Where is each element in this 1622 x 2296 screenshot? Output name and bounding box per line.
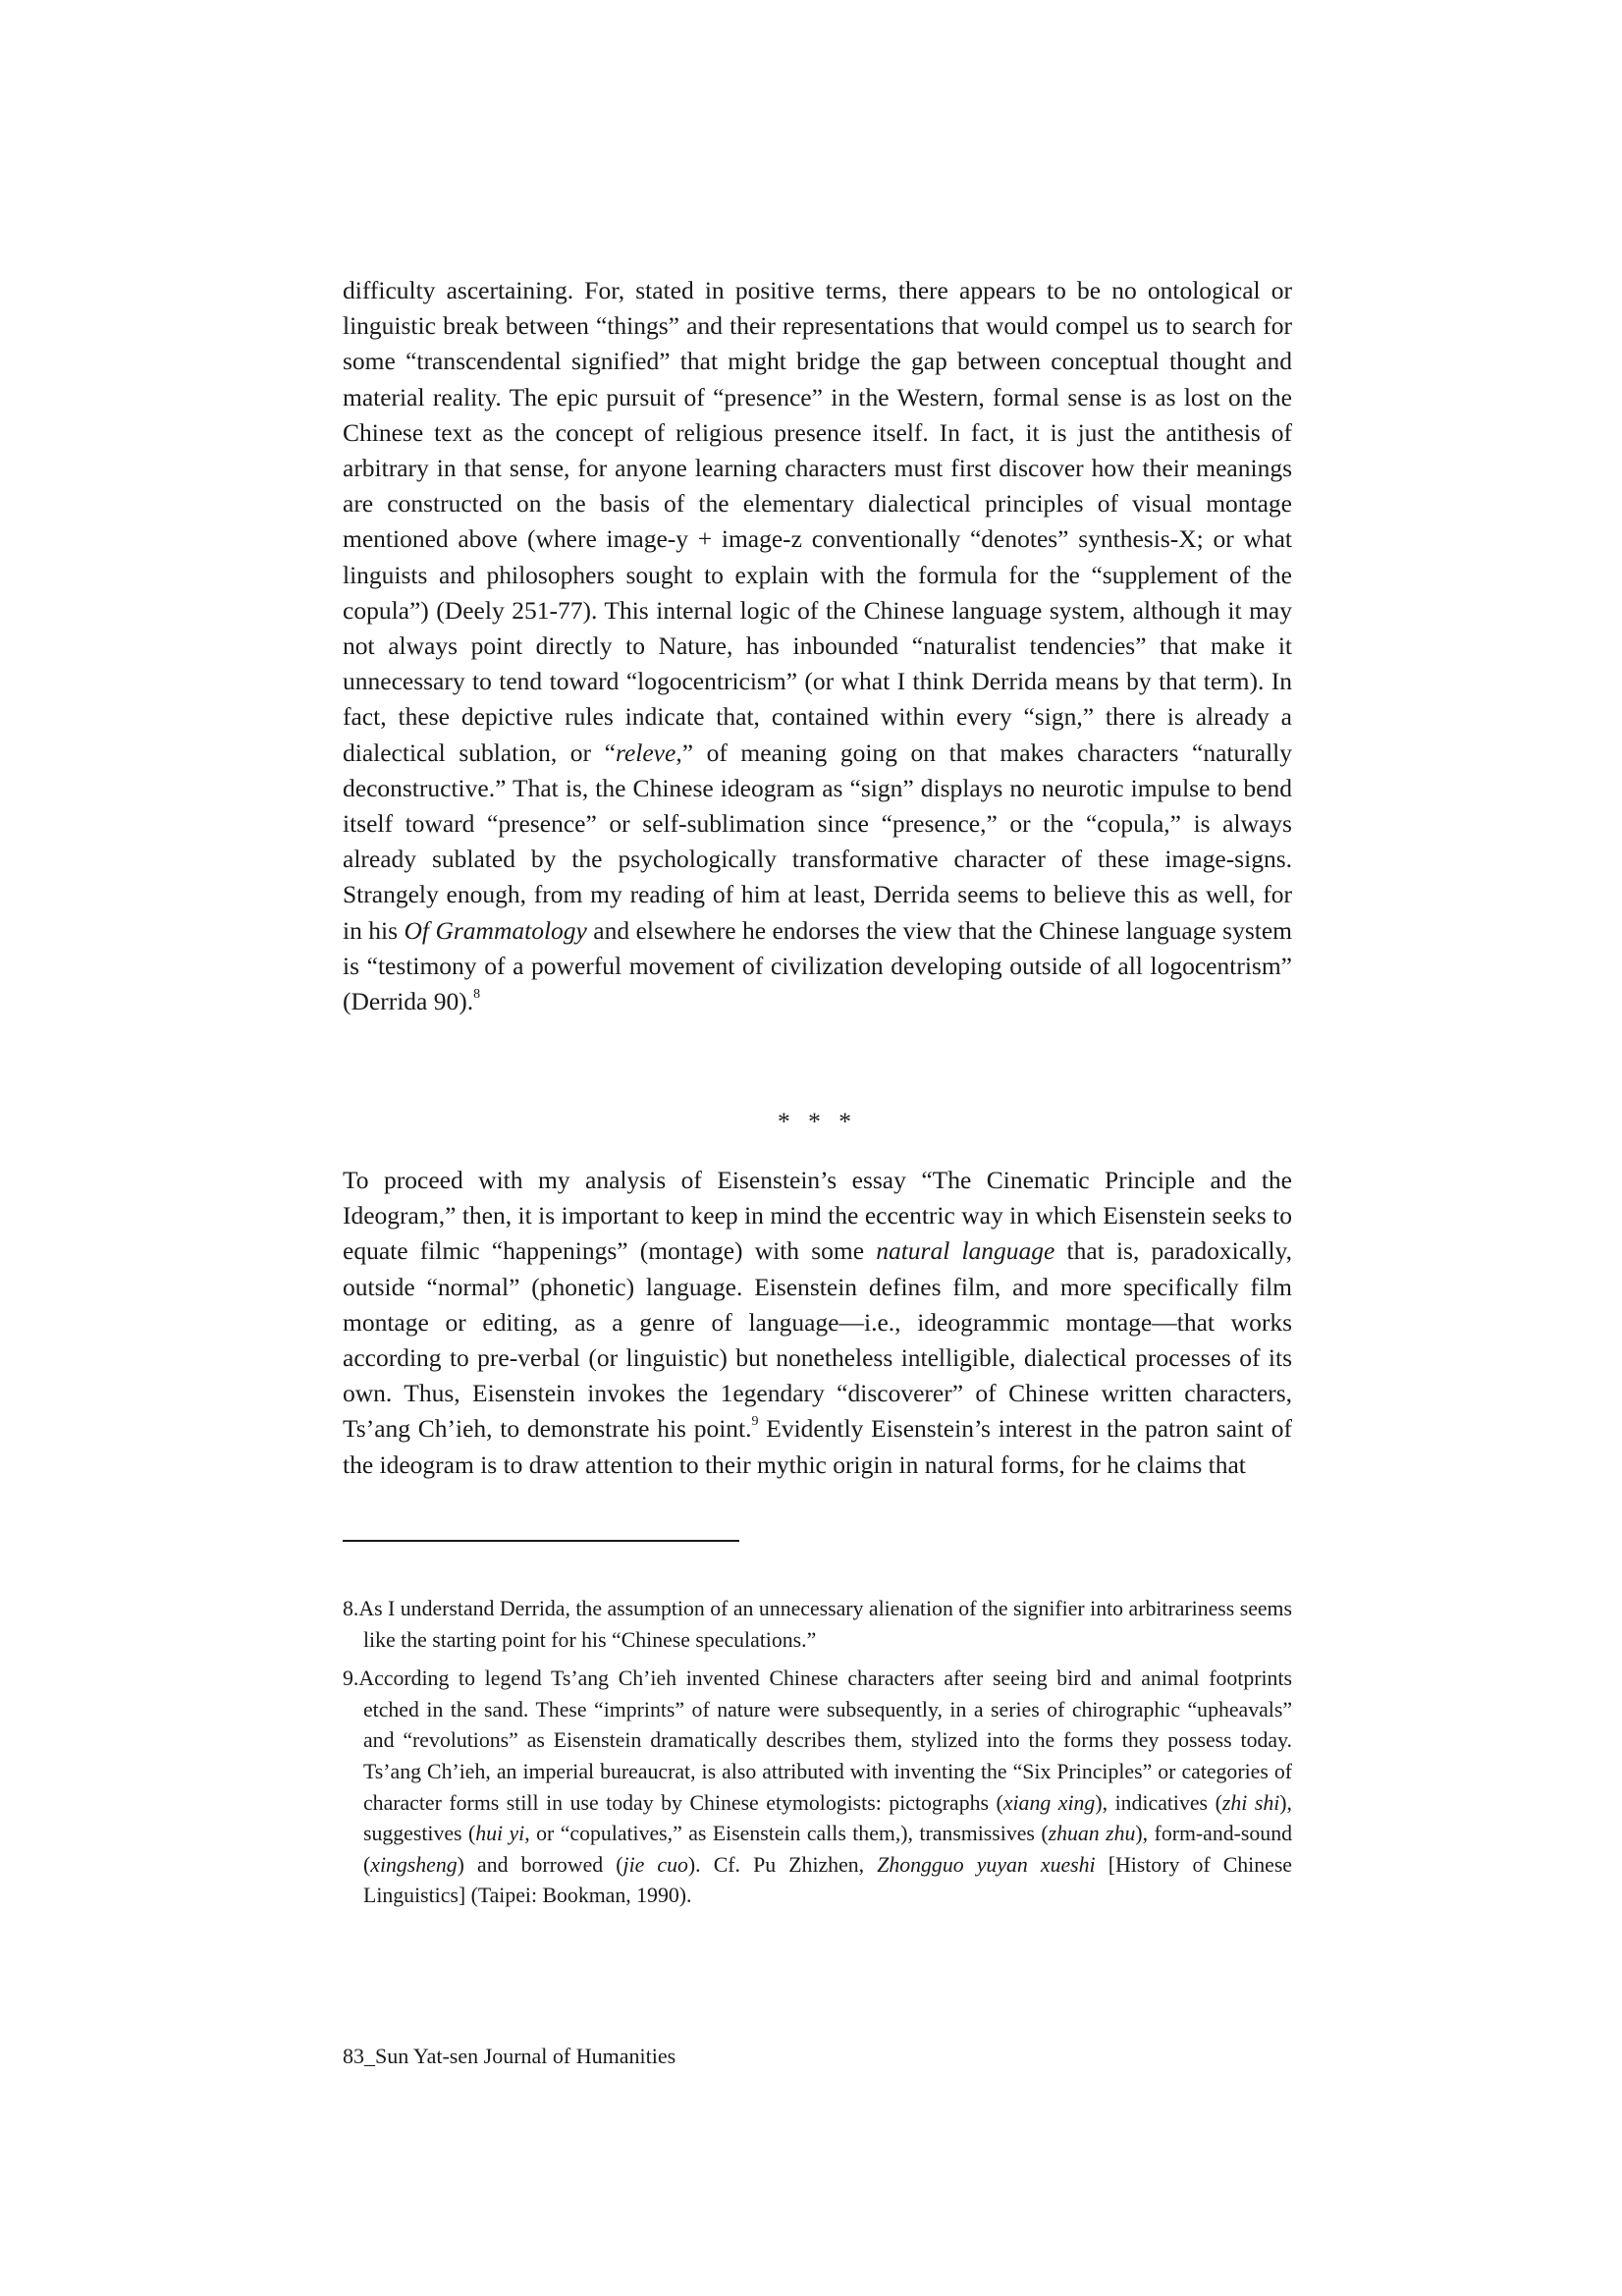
- releve-term: releve: [615, 738, 676, 767]
- term-zhuan-zhu: zhuan zhu: [1048, 1822, 1136, 1846]
- footnote-text: ), suggestives (: [363, 1790, 1292, 1846]
- footnote-8: [343, 1594, 1292, 1656]
- paragraph-1-text-c: and elsewhere he endorses the view that the Chinese language system is “testimony of a powerful movement of civilization developing outside of all logocentrism” (Derrida 90).: [343, 915, 1292, 1016]
- section-divider: * * *: [778, 1107, 857, 1135]
- term-xingsheng: xingsheng: [370, 1852, 458, 1877]
- paragraph-2-text-c: Evidently Eisenstein’s interest in the patron saint of the ideogram is to draw attention to their mythic origin in natural forms, for he claims that: [343, 1414, 1292, 1479]
- term-jie-cuo: jie cuo: [622, 1852, 688, 1877]
- footnote-text: , or “copulatives,” as Eisenstein calls them,), transmissives (: [524, 1822, 1049, 1846]
- body-paragraph-1: [343, 273, 1292, 1019]
- footnote-separator: [343, 1540, 739, 1542]
- term-xiang-xing: xiang xing: [1002, 1790, 1096, 1815]
- paragraph-2-text-b: that is, paradoxically, outside “normal” (phonetic) language. Eisenstein defines film, and more specifically film montage or editing, as a genre of language—i.e., ideogrammic montage—that works according to pre-verbal (or linguistic) but nonetheless intelligible, dialectical processes of its own. Thus, Eisenstein invokes the 1egendary “discoverer” of Chinese written characters, Ts’ang Ch’ieh, to demonstrate his point.: [343, 1236, 1292, 1444]
- term-zhi-shi: zhi shi: [1221, 1790, 1280, 1815]
- paragraph-2-text-a: To proceed with my analysis of Eisenstein’s essay “The Cinematic Principle and the Ideogram,” then, it is important to keep in mind the eccentric way in which Eisenstein seeks to equate filmic “happenings” (montage) with some: [343, 1166, 1292, 1266]
- term-hui-yi: hui yi: [475, 1822, 525, 1846]
- footnote-text: [History of Chinese Linguistics] (Taipei: Bookman, 1990).: [363, 1852, 1292, 1908]
- footnote-number: 9.: [343, 1667, 359, 1691]
- body-paragraph-2: [343, 1163, 1292, 1483]
- natural-language-term: natural language: [876, 1236, 1055, 1266]
- footnote-ref-9[interactable]: 9: [751, 1413, 759, 1429]
- footnote-ref-8[interactable]: 8: [473, 986, 481, 1002]
- book-title: Zhongguo yuyan xueshi: [877, 1852, 1096, 1877]
- footnote-text: As I understand Derrida, the assumption of an unnecessary alienation of the signifier into arbitrariness seems like the starting point for his “Chinese speculations.”: [358, 1597, 1292, 1652]
- of-grammatology-title: Of Grammatology: [404, 915, 587, 945]
- paragraph-1-text-b: ,” of meaning going on that makes characters “naturally deconstructive.” That is, the Chinese ideogram as “sign” displays no neurotic impulse to bend itself toward “presence” or self-sublimation since “presence,” or the “copula,” is always already sublated by the psychologically transformative character of these image-signs. Strangely enough, from my reading of him at least, Derrida seems to believe this as well, for in his: [343, 738, 1292, 945]
- footnote-text: ) and borrowed (: [457, 1852, 623, 1877]
- footnote-text: ). Cf. Pu Zhizhen,: [687, 1852, 878, 1877]
- footnote-text: ), form-and-sound (: [363, 1822, 1292, 1877]
- paragraph-1-text-a: difficulty ascertaining. For, stated in positive terms, there appears to be no ontological or linguistic break between “things” and their representations that would compel us to search for some “transcendental signified” that might bridge the gap between conceptual thought and material reality. The epic pursuit of “presence” in the Western, formal sense is as lost on the Chinese text as the concept of religious presence itself. In fact, it is just the antithesis of arbitrary in that sense, for anyone learning characters must first discover how their meanings are constructed on the basis of the elementary dialectical principles of visual montage mentioned above (where image-y + image-z conventionally “denotes” synthesis-X; or what linguists and philosophers sought to explain with the formula for the “supplement of the copula”) (Deely 251-77). This internal logic of the Chinese language system, although it may not always point directly to Nature, has inbounded “naturalist tendencies” that make it unnecessary to tend toward “logocentricism” (or what I think Derrida means by that term). In fact, these depictive rules indicate that, contained within every “sign,” there is already a dialectical sublation, or “: [343, 276, 1292, 767]
- footnote-text: ), indicatives (: [1095, 1790, 1222, 1815]
- footnote-number: 8.: [343, 1597, 359, 1620]
- page-footer: 83_Sun Yat-sen Journal of Humanities: [343, 2044, 676, 2068]
- footnote-text: According to legend Ts’ang Ch’ieh invented Chinese characters after seeing bird and animal footprints etched in the sand. These “imprints” of nature were subsequently, in a series of chirographic “upheavals” and “revolutions” as Eisenstein dramatically describes them, stylized into the forms they possess today. Ts’ang Ch’ieh, an imperial bureaucrat, is also attributed with inventing the “Six Principles” or categories of character forms still in use today by Chinese etymologists: pictographs (: [358, 1667, 1292, 1815]
- footnotes: [343, 1594, 1292, 1920]
- footnote-9: [343, 1664, 1292, 1912]
